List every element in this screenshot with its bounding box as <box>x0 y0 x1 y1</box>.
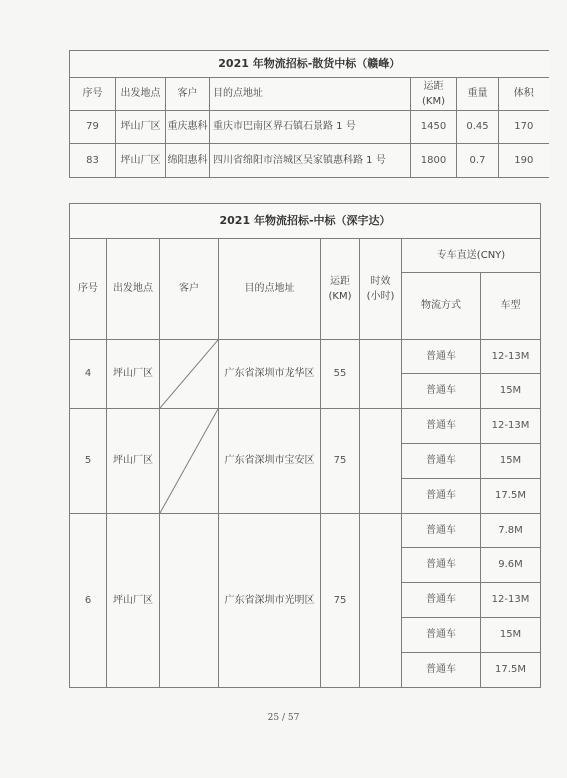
client-empty-slash <box>160 409 219 514</box>
table-row <box>70 514 541 548</box>
diagonal-slash-icon <box>160 340 218 408</box>
client-empty-slash <box>160 340 219 409</box>
row-method: 普通车 <box>402 374 481 409</box>
row-weight: 0.45 <box>457 111 499 144</box>
row-vehicle: 17.5M <box>481 479 541 514</box>
row-vehicle: 15M <box>481 618 541 653</box>
page-number: 25 / 57 <box>267 713 300 723</box>
table2-header-method: 物流方式 <box>402 273 481 340</box>
bulk-cargo-bid-table <box>69 50 549 178</box>
table2-header-origin: 出发地点 <box>107 239 160 340</box>
row-vehicle: 17.5M <box>481 653 541 688</box>
row-time-empty <box>360 340 402 409</box>
row-vehicle: 12-13M <box>481 409 541 444</box>
table1-header-distance: 运距 (KM) <box>411 78 457 111</box>
row-dest: 重庆市巴南区界石镇石景路 1 号 <box>210 111 411 144</box>
diagonal-slash-icon <box>160 409 218 513</box>
dedicated-truck-bid-table <box>69 203 541 688</box>
row-origin: 坪山厂区 <box>116 111 166 144</box>
row-client: 重庆惠科 <box>166 111 210 144</box>
table1-header-seq: 序号 <box>70 78 116 111</box>
table2-title: 2021 年物流招标-中标（深宇达） <box>70 204 541 239</box>
row-method: 普通车 <box>402 514 481 548</box>
row-origin: 坪山厂区 <box>107 409 160 514</box>
row-method: 普通车 <box>402 444 481 479</box>
client-empty <box>160 514 219 688</box>
row-method: 普通车 <box>402 479 481 514</box>
row-seq: 6 <box>70 514 107 688</box>
row-volume: 170 <box>499 111 549 144</box>
table1-title: 2021 年物流招标-散货中标（赣峰） <box>70 51 549 78</box>
table-row <box>70 340 541 374</box>
row-time-empty <box>360 409 402 514</box>
row-dest: 广东省深圳市光明区 <box>219 514 321 688</box>
row-volume: 190 <box>499 144 549 178</box>
row-method: 普通车 <box>402 340 481 374</box>
row-distance: 75 <box>321 409 360 514</box>
table2-header-distance: 运距 (KM) <box>321 239 360 340</box>
row-origin: 坪山厂区 <box>107 340 160 409</box>
table-row <box>70 409 541 444</box>
row-vehicle: 9.6M <box>481 548 541 583</box>
row-dest: 广东省深圳市宝安区 <box>219 409 321 514</box>
row-origin: 坪山厂区 <box>107 514 160 688</box>
table-row <box>70 144 549 178</box>
row-vehicle: 15M <box>481 444 541 479</box>
row-method: 普通车 <box>402 618 481 653</box>
row-seq: 79 <box>70 111 116 144</box>
row-dest: 四川省绵阳市涪城区吴家镇惠科路 1 号 <box>210 144 411 178</box>
row-distance: 1450 <box>411 111 457 144</box>
row-dest: 广东省深圳市龙华区 <box>219 340 321 409</box>
row-seq: 5 <box>70 409 107 514</box>
row-distance: 75 <box>321 514 360 688</box>
table1-header-client: 客户 <box>166 78 210 111</box>
table2-header-client: 客户 <box>160 239 219 340</box>
row-time-empty <box>360 514 402 688</box>
row-method: 普通车 <box>402 653 481 688</box>
row-distance: 55 <box>321 340 360 409</box>
table-row <box>70 111 549 144</box>
row-vehicle: 12-13M <box>481 340 541 374</box>
row-origin: 坪山厂区 <box>116 144 166 178</box>
table1-header-volume: 体积 <box>499 78 549 111</box>
table2-header-group: 专车直送(CNY) <box>402 239 541 273</box>
row-method: 普通车 <box>402 583 481 618</box>
table1-header-weight: 重量 <box>457 78 499 111</box>
table2-header-time: 时效 (小时) <box>360 239 402 340</box>
row-seq: 4 <box>70 340 107 409</box>
table2-header-vehicle: 车型 <box>481 273 541 340</box>
row-client: 绵阳惠科 <box>166 144 210 178</box>
row-vehicle: 15M <box>481 374 541 409</box>
row-seq: 83 <box>70 144 116 178</box>
row-method: 普通车 <box>402 409 481 444</box>
table1-header-origin: 出发地点 <box>116 78 166 111</box>
table2-header-seq: 序号 <box>70 239 107 340</box>
row-weight: 0.7 <box>457 144 499 178</box>
row-distance: 1800 <box>411 144 457 178</box>
row-method: 普通车 <box>402 548 481 583</box>
row-vehicle: 12-13M <box>481 583 541 618</box>
row-vehicle: 7.8M <box>481 514 541 548</box>
table2-header-dest: 目的点地址 <box>219 239 321 340</box>
table1-header-dest: 目的点地址 <box>210 78 411 111</box>
